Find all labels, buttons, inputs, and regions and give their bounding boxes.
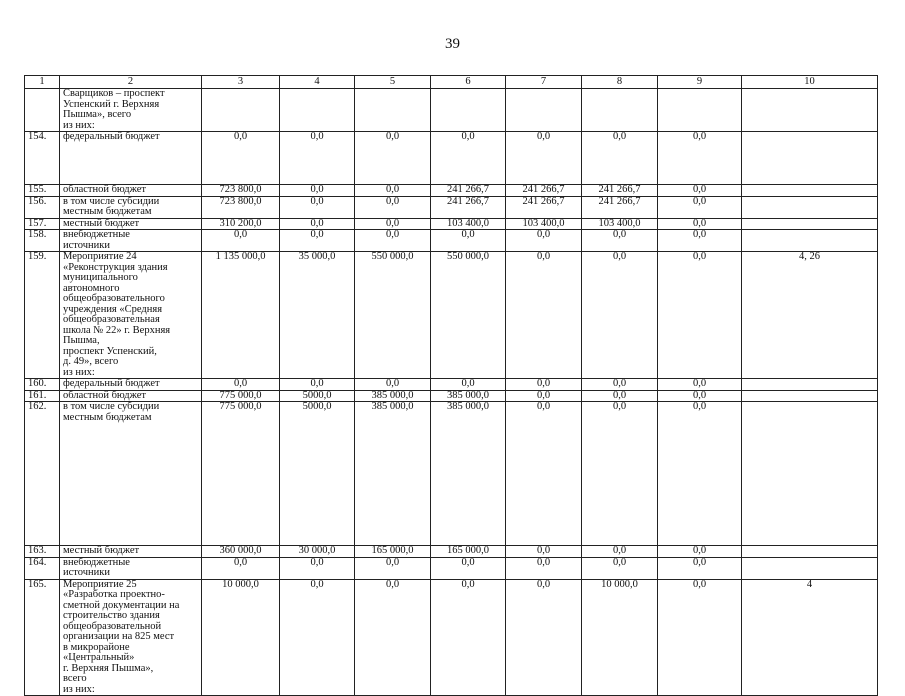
- value-cell: 103 400,0: [506, 218, 582, 230]
- value-cell: 30 000,0: [280, 546, 355, 558]
- value-cell: [742, 402, 878, 546]
- row-title-line: внебюджетные: [63, 229, 130, 240]
- row-title-line: из них:: [63, 119, 95, 131]
- row-title: [60, 579, 202, 696]
- row-number: [25, 89, 60, 132]
- value-cell: 0,0: [582, 402, 658, 546]
- row-number: 161.: [25, 390, 60, 402]
- budget-table: [24, 75, 878, 696]
- row-number: 162.: [25, 402, 60, 546]
- table-row: [25, 402, 878, 546]
- header-cell: 7: [506, 76, 582, 89]
- value-cell: 723 800,0: [202, 185, 280, 197]
- value-cell: [658, 89, 742, 132]
- value-cell: 360 000,0: [202, 546, 280, 558]
- value-cell: 723 800,0: [202, 196, 280, 218]
- value-cell: 0,0: [431, 132, 506, 185]
- table-row: [25, 196, 878, 218]
- row-title-line: из них:: [63, 366, 95, 378]
- value-cell: 550 000,0: [355, 252, 431, 379]
- row-title-line: «Разработка проектно-: [63, 589, 165, 600]
- row-title-line: общеобразовательного: [63, 293, 165, 304]
- row-title-line: проспект Успенский,: [63, 345, 157, 357]
- table-row: [25, 379, 878, 391]
- row-title-line: местный бюджет: [63, 217, 140, 229]
- row-title-line: Сварщиков – проспект: [63, 88, 165, 99]
- row-title-line: Пышма,: [63, 335, 100, 346]
- value-cell: 385 000,0: [355, 390, 431, 402]
- value-cell: 0,0: [658, 196, 742, 218]
- header-cell: 3: [202, 76, 280, 89]
- value-cell: 0,0: [658, 579, 742, 696]
- value-cell: 0,0: [355, 218, 431, 230]
- row-title-line: сметной документации на: [63, 599, 180, 611]
- value-cell: [742, 230, 878, 252]
- value-cell: 0,0: [202, 557, 280, 579]
- table-body: [25, 89, 878, 696]
- value-cell: 0,0: [582, 252, 658, 379]
- value-cell: 103 400,0: [431, 218, 506, 230]
- value-cell: 0,0: [506, 252, 582, 379]
- row-title-line: «Центральный»: [63, 652, 135, 663]
- row-title-line: местный бюджет: [63, 545, 140, 556]
- header-cell: 9: [658, 76, 742, 89]
- row-title-line: школа № 22» г. Верхняя: [63, 324, 171, 336]
- row-title-line: областной бюджет: [63, 184, 146, 195]
- value-cell: 0,0: [658, 379, 742, 391]
- row-title-line: общеобразовательная: [63, 314, 160, 325]
- value-cell: 0,0: [582, 379, 658, 391]
- row-title-line: Пышма», всего: [63, 109, 132, 120]
- value-cell: 0,0: [506, 132, 582, 185]
- value-cell: 385 000,0: [431, 402, 506, 546]
- value-cell: 241 266,7: [506, 196, 582, 218]
- value-cell: 0,0: [355, 579, 431, 696]
- row-title-line: внебюджетные: [63, 556, 130, 568]
- row-title-line: Мероприятие 25: [63, 578, 137, 590]
- row-title-line: г. Верхняя Пышма»,: [63, 662, 154, 674]
- row-title-line: из них:: [63, 683, 95, 695]
- row-number: 155.: [25, 185, 60, 197]
- value-cell: 775 000,0: [202, 402, 280, 546]
- value-cell: [742, 557, 878, 579]
- table-row: [25, 218, 878, 230]
- row-title-line: автономного: [63, 282, 120, 294]
- header-row: [25, 76, 878, 89]
- row-number: 154.: [25, 132, 60, 185]
- value-cell: 103 400,0: [582, 218, 658, 230]
- value-cell: 241 266,7: [506, 185, 582, 197]
- value-cell: 35 000,0: [280, 252, 355, 379]
- row-title-line: федеральный бюджет: [63, 378, 160, 389]
- value-cell: 0,0: [658, 252, 742, 379]
- value-cell: [742, 546, 878, 558]
- row-title-line: общеобразовательной: [63, 620, 162, 632]
- value-cell: [202, 89, 280, 132]
- row-title-line: учреждения «Средняя: [63, 303, 163, 315]
- row-title: [60, 252, 202, 379]
- value-cell: 0,0: [355, 132, 431, 185]
- value-cell: 0,0: [355, 196, 431, 218]
- value-cell: 0,0: [202, 132, 280, 185]
- value-cell: 0,0: [582, 546, 658, 558]
- value-cell: 5000,0: [280, 402, 355, 546]
- row-title-line: строительство здания: [63, 610, 160, 621]
- row-title: [60, 402, 202, 546]
- value-cell: [742, 89, 878, 132]
- value-cell: 0,0: [280, 185, 355, 197]
- header-cell: 8: [582, 76, 658, 89]
- value-cell: 165 000,0: [355, 546, 431, 558]
- row-title-line: муниципального: [63, 272, 138, 283]
- value-cell: 241 266,7: [582, 196, 658, 218]
- row-title-line: местным бюджетам: [63, 206, 152, 217]
- row-title: [60, 546, 202, 558]
- row-number: 158.: [25, 230, 60, 252]
- value-cell: 0,0: [658, 218, 742, 230]
- value-cell: [742, 379, 878, 391]
- table-row: [25, 546, 878, 558]
- table-row: [25, 557, 878, 579]
- table-row: [25, 390, 878, 402]
- value-cell: 0,0: [506, 546, 582, 558]
- value-cell: 0,0: [658, 402, 742, 546]
- value-cell: 0,0: [582, 557, 658, 579]
- value-cell: [742, 132, 878, 185]
- row-title-line: в том числе субсидии: [63, 195, 160, 207]
- value-cell: 0,0: [658, 546, 742, 558]
- row-title: [60, 218, 202, 230]
- row-number: 164.: [25, 557, 60, 579]
- header-cell: 4: [280, 76, 355, 89]
- value-cell: 385 000,0: [355, 402, 431, 546]
- value-cell: 0,0: [355, 379, 431, 391]
- value-cell: 0,0: [658, 132, 742, 185]
- row-title-line: в микрорайоне: [63, 641, 130, 653]
- value-cell: [582, 89, 658, 132]
- value-cell: 0,0: [202, 230, 280, 252]
- row-title: [60, 379, 202, 391]
- value-cell: 0,0: [431, 230, 506, 252]
- value-cell: 5000,0: [280, 390, 355, 402]
- row-number: 160.: [25, 379, 60, 391]
- value-cell: 0,0: [280, 579, 355, 696]
- value-cell: 0,0: [658, 185, 742, 197]
- row-title-line: «Реконструкция здания: [63, 261, 168, 273]
- value-cell: 0,0: [658, 557, 742, 579]
- table-row: [25, 185, 878, 197]
- value-cell: 4: [742, 579, 878, 696]
- row-number: 156.: [25, 196, 60, 218]
- row-title-line: областной бюджет: [63, 389, 146, 401]
- row-title: [60, 557, 202, 579]
- value-cell: 1 135 000,0: [202, 252, 280, 379]
- table-row: [25, 89, 878, 132]
- table-row: [25, 230, 878, 252]
- row-title: [60, 132, 202, 185]
- value-cell: [742, 218, 878, 230]
- value-cell: 0,0: [506, 379, 582, 391]
- value-cell: 0,0: [506, 557, 582, 579]
- value-cell: 10 000,0: [582, 579, 658, 696]
- row-title-line: в том числе субсидии: [63, 401, 160, 412]
- row-title-line: источники: [63, 239, 110, 251]
- value-cell: [506, 89, 582, 132]
- value-cell: 241 266,7: [582, 185, 658, 197]
- value-cell: 0,0: [582, 132, 658, 185]
- value-cell: [431, 89, 506, 132]
- value-cell: [280, 89, 355, 132]
- value-cell: 0,0: [431, 579, 506, 696]
- value-cell: 0,0: [280, 557, 355, 579]
- value-cell: 0,0: [202, 379, 280, 391]
- row-title-line: д. 49», всего: [63, 356, 119, 367]
- value-cell: [355, 89, 431, 132]
- value-cell: 0,0: [280, 379, 355, 391]
- value-cell: 0,0: [280, 230, 355, 252]
- row-number: 159.: [25, 252, 60, 379]
- header-cell: 10: [742, 76, 878, 89]
- row-title: [60, 185, 202, 197]
- table-row: [25, 252, 878, 379]
- value-cell: 775 000,0: [202, 390, 280, 402]
- table-row: [25, 132, 878, 185]
- value-cell: 0,0: [355, 557, 431, 579]
- value-cell: 165 000,0: [431, 546, 506, 558]
- value-cell: 0,0: [355, 230, 431, 252]
- header-cell: 1: [25, 76, 60, 89]
- value-cell: 0,0: [658, 230, 742, 252]
- value-cell: [742, 185, 878, 197]
- value-cell: [742, 196, 878, 218]
- row-title-line: Мероприятие 24: [63, 251, 137, 262]
- row-title-line: организации на 825 мест: [63, 631, 175, 642]
- value-cell: 0,0: [280, 196, 355, 218]
- value-cell: 0,0: [431, 557, 506, 579]
- page-number: 39: [445, 36, 460, 52]
- header-cell: 6: [431, 76, 506, 89]
- row-number: 163.: [25, 546, 60, 558]
- value-cell: 0,0: [506, 230, 582, 252]
- value-cell: 0,0: [658, 390, 742, 402]
- value-cell: 385 000,0: [431, 390, 506, 402]
- header-cell: 5: [355, 76, 431, 89]
- value-cell: 310 200,0: [202, 218, 280, 230]
- value-cell: 10 000,0: [202, 579, 280, 696]
- value-cell: 0,0: [355, 185, 431, 197]
- value-cell: 0,0: [582, 230, 658, 252]
- value-cell: 0,0: [280, 132, 355, 185]
- row-number: 157.: [25, 218, 60, 230]
- value-cell: 0,0: [582, 390, 658, 402]
- value-cell: 0,0: [506, 390, 582, 402]
- value-cell: 0,0: [506, 579, 582, 696]
- header-cell: 2: [60, 76, 202, 89]
- row-title-line: Успенский г. Верхняя: [63, 98, 160, 110]
- value-cell: 0,0: [280, 218, 355, 230]
- table-row: [25, 579, 878, 696]
- row-title-line: источники: [63, 567, 110, 578]
- value-cell: 241 266,7: [431, 196, 506, 218]
- row-title: [60, 390, 202, 402]
- row-title: [60, 230, 202, 252]
- value-cell: 550 000,0: [431, 252, 506, 379]
- row-title: [60, 89, 202, 132]
- value-cell: 4, 26: [742, 252, 878, 379]
- row-title-line: всего: [63, 673, 87, 684]
- value-cell: 0,0: [506, 402, 582, 546]
- value-cell: 241 266,7: [431, 185, 506, 197]
- row-title-line: местным бюджетам: [63, 411, 152, 423]
- value-cell: [742, 390, 878, 402]
- row-title: [60, 196, 202, 218]
- row-number: 165.: [25, 579, 60, 696]
- row-title-line: федеральный бюджет: [63, 131, 160, 142]
- value-cell: 0,0: [431, 379, 506, 391]
